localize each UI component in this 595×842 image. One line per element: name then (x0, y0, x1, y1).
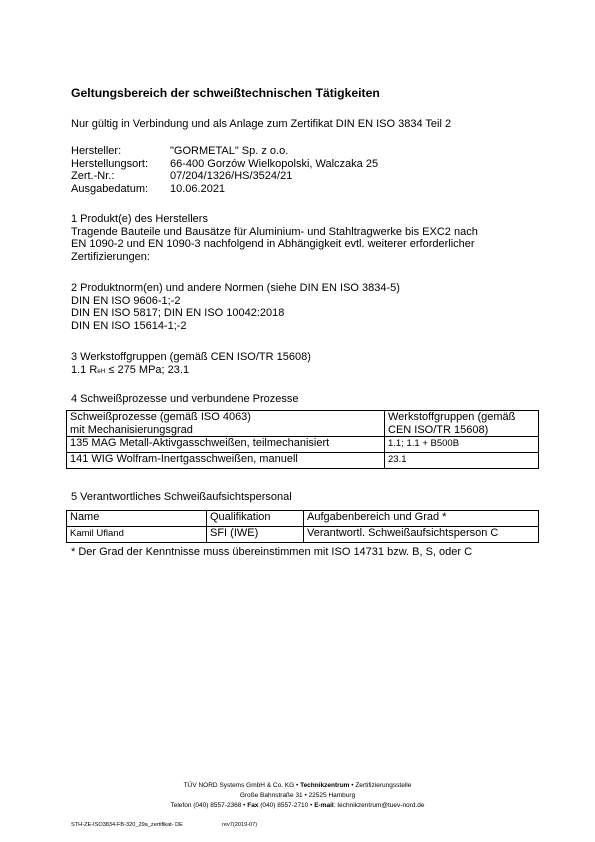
name-cell: Kamil Ufland (67, 527, 207, 543)
groups-cell: 23.1 (385, 453, 539, 469)
section2-line: DIN EN ISO 15614-1;-2 (71, 319, 187, 332)
task-cell: Verantwortl. Schweißaufsichtsperson C (304, 527, 539, 543)
date-value: 10.06.2021 (170, 182, 226, 195)
section3-heading: 3 Werkstoffgruppen (gemäß CEN ISO/TR 15608) (71, 351, 311, 363)
manufacturer-value: "GORMETAL" Sp. z o.o. (170, 145, 289, 157)
page-title: Geltungsbereich der schweißtechnischen Tätigkeiten (71, 86, 380, 100)
process-cell: 135 MAG Metall-Aktivgasschweißen, teilmechanisiert (67, 437, 385, 453)
manufacturer-label: Hersteller: (71, 145, 122, 157)
location-value: 66-400 Gorzów Wielkopolski, Walczaka 25 (170, 157, 379, 170)
qualification-cell: SFI (IWE) (207, 527, 304, 543)
section3-line: 1.1 ReH ≤ 275 MPa; 23.1 (71, 363, 190, 376)
header-cell: Name (67, 511, 207, 527)
cert-value: 07/204/1326/HS/3524/21 (170, 170, 293, 182)
header-cell: Werkstoffgruppen (gemäß CEN ISO/TR 15608) (385, 411, 539, 437)
section1-line: Tragende Bauteile und Bausätze für Aluminium- und Stahltragwerke bis EXC2 nach (71, 225, 478, 238)
footnote: * Der Grad der Kenntnisse muss übereinstimmen mit ISO 14731 bzw. B, S, oder C (71, 546, 473, 558)
location-label: Herstellungsort: (71, 157, 149, 170)
section4-heading: 4 Schweißprozesse und verbundene Prozesse (71, 393, 299, 405)
footer-line-2: Große Bahnstraße 31 • 22525 Hamburg (239, 792, 356, 799)
footer-line-3: Telefon (040) 8557-2368 • Fax (040) 8557-2710 • E-mail: technikzentrum@tuev-nord.de (170, 802, 425, 809)
document-code: STH-ZE-ISO3834-FB-320_29a_zertifikat- DE (71, 822, 183, 828)
header-cell: Schweißprozesse (gemäß ISO 4063) mit Mechanisierungsgrad (67, 411, 385, 437)
table-header-row (67, 411, 539, 437)
process-table (66, 410, 539, 469)
table-row (67, 453, 539, 469)
footer-line-1: TÜV NORD Systems GmbH & Co. KG • Technikzentrum • Zertifizierungsstelle (183, 782, 412, 789)
section2-heading: 2 Produktnorm(en) und andere Normen (siehe DIN EN ISO 3834-5) (71, 282, 400, 294)
header-cell: Aufgabenbereich und Grad * (304, 511, 539, 527)
personnel-table (66, 510, 539, 543)
section1-heading: 1 Produkt(e) des Herstellers (71, 213, 208, 225)
section1-line: Zertifizierungen: (71, 250, 150, 263)
cert-label: Zert.-Nr.: (71, 170, 115, 182)
section5-heading: 5 Verantwortliches Schweißaufsichtspersonal (71, 491, 292, 503)
table-header-row (67, 511, 539, 527)
header-cell: Qualifikation (207, 511, 304, 527)
table-row (67, 527, 539, 543)
validity-note: Nur gültig in Verbindung und als Anlage zum Zertifikat DIN EN ISO 3834 Teil 2 (71, 118, 452, 130)
section2-line: DIN EN ISO 9606-1;-2 (71, 294, 181, 307)
date-label: Ausgabedatum: (71, 182, 149, 195)
revision: rev7(2019-07) (222, 822, 258, 828)
section1-line: EN 1090-2 und EN 1090-3 nachfolgend in Abhängigkeit evtl. weiterer erforderlicher (71, 238, 475, 250)
section2-line: DIN EN ISO 5817; DIN EN ISO 10042:2018 (71, 307, 285, 319)
process-cell: 141 WIG Wolfram-Inertgasschweißen, manuell (67, 453, 385, 469)
groups-cell: 1.1; 1.1 + B500B (385, 437, 539, 453)
table-row (67, 437, 539, 453)
